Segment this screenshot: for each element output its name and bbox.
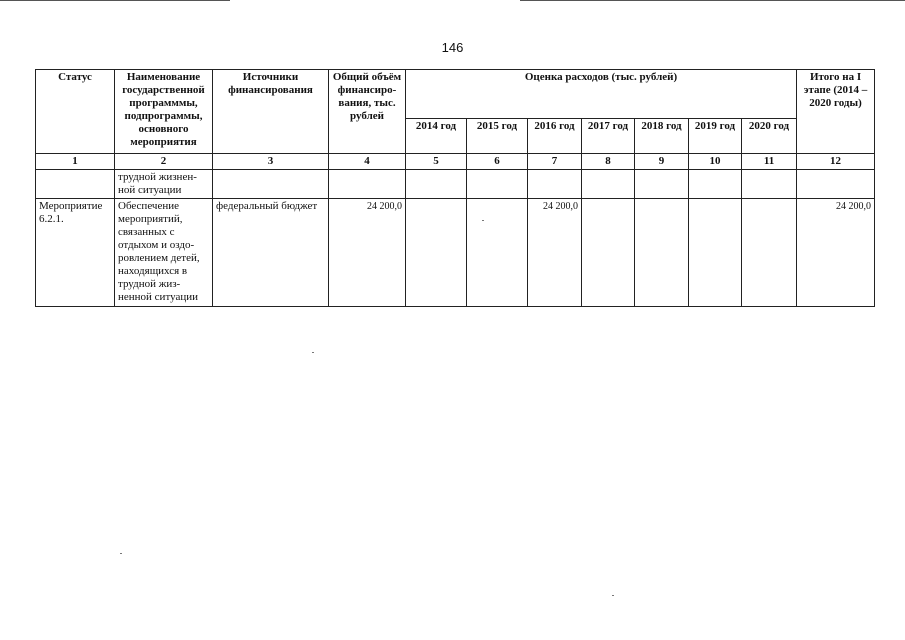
cell-year-2018 xyxy=(635,199,689,307)
column-number: 10 xyxy=(689,154,742,170)
header-name: Наименование государственной программмы, подпрограммы, основного мероприятия xyxy=(115,70,213,154)
column-number: 3 xyxy=(213,154,329,170)
column-number: 6 xyxy=(467,154,528,170)
column-number: 9 xyxy=(635,154,689,170)
header-year-2015: 2015 год xyxy=(467,119,528,154)
cell-year-2015 xyxy=(467,170,528,199)
scan-speck xyxy=(612,595,614,596)
header-year-2017: 2017 год xyxy=(582,119,635,154)
column-number: 4 xyxy=(329,154,406,170)
column-number: 11 xyxy=(742,154,797,170)
cell-year-2014 xyxy=(406,170,467,199)
cell-name: трудной жизнен-ной ситуации xyxy=(115,170,213,199)
cell-year-2019 xyxy=(689,199,742,307)
cell-total xyxy=(329,170,406,199)
cell-source: федеральный бюджет xyxy=(213,199,329,307)
cell-year-2017 xyxy=(582,170,635,199)
cell-year-2018 xyxy=(635,170,689,199)
scan-speck xyxy=(312,352,314,353)
cell-status: Мероприятие 6.2.1. xyxy=(36,199,115,307)
budget-table xyxy=(35,69,875,307)
header-year-2014: 2014 год xyxy=(406,119,467,154)
cell-total: 24 200,0 xyxy=(329,199,406,307)
cell-year-2016: 24 200,0 xyxy=(528,199,582,307)
cell-year-2019 xyxy=(689,170,742,199)
top-border-right xyxy=(520,0,905,1)
table-row xyxy=(36,170,875,199)
cell-stage-total xyxy=(797,170,875,199)
cell-year-2016 xyxy=(528,170,582,199)
header-sources: Источники финансирования xyxy=(213,70,329,154)
header-total-volume: Общий объём финансиро-вания, тыс. рублей xyxy=(329,70,406,154)
cell-name: Обеспечение мероприятий, связанных с отдыхом и оздо-ровлением детей, находящихся в трудной жиз-ненной ситуации xyxy=(115,199,213,307)
column-number: 1 xyxy=(36,154,115,170)
column-number: 7 xyxy=(528,154,582,170)
header-year-2016: 2016 год xyxy=(528,119,582,154)
cell-source xyxy=(213,170,329,199)
top-border-left xyxy=(0,0,230,1)
cell-year-2014 xyxy=(406,199,467,307)
column-number: 5 xyxy=(406,154,467,170)
header-year-2018: 2018 год xyxy=(635,119,689,154)
scan-speck xyxy=(482,220,484,221)
column-number: 2 xyxy=(115,154,213,170)
header-status: Статус xyxy=(36,70,115,154)
cell-year-2020 xyxy=(742,199,797,307)
page-number: 146 xyxy=(441,40,464,55)
table-row xyxy=(36,199,875,307)
header-estimate: Оценка расходов (тыс. рублей) xyxy=(406,70,797,119)
header-year-2020: 2020 год xyxy=(742,119,797,154)
header-stage-total: Итого на I этапе (2014 – 2020 годы) xyxy=(797,70,875,154)
cell-year-2015 xyxy=(467,199,528,307)
scan-speck xyxy=(120,553,122,554)
cell-status xyxy=(36,170,115,199)
header-year-2019: 2019 год xyxy=(689,119,742,154)
cell-year-2020 xyxy=(742,170,797,199)
column-number: 8 xyxy=(582,154,635,170)
cell-year-2017 xyxy=(582,199,635,307)
cell-stage-total: 24 200,0 xyxy=(797,199,875,307)
column-number: 12 xyxy=(797,154,875,170)
